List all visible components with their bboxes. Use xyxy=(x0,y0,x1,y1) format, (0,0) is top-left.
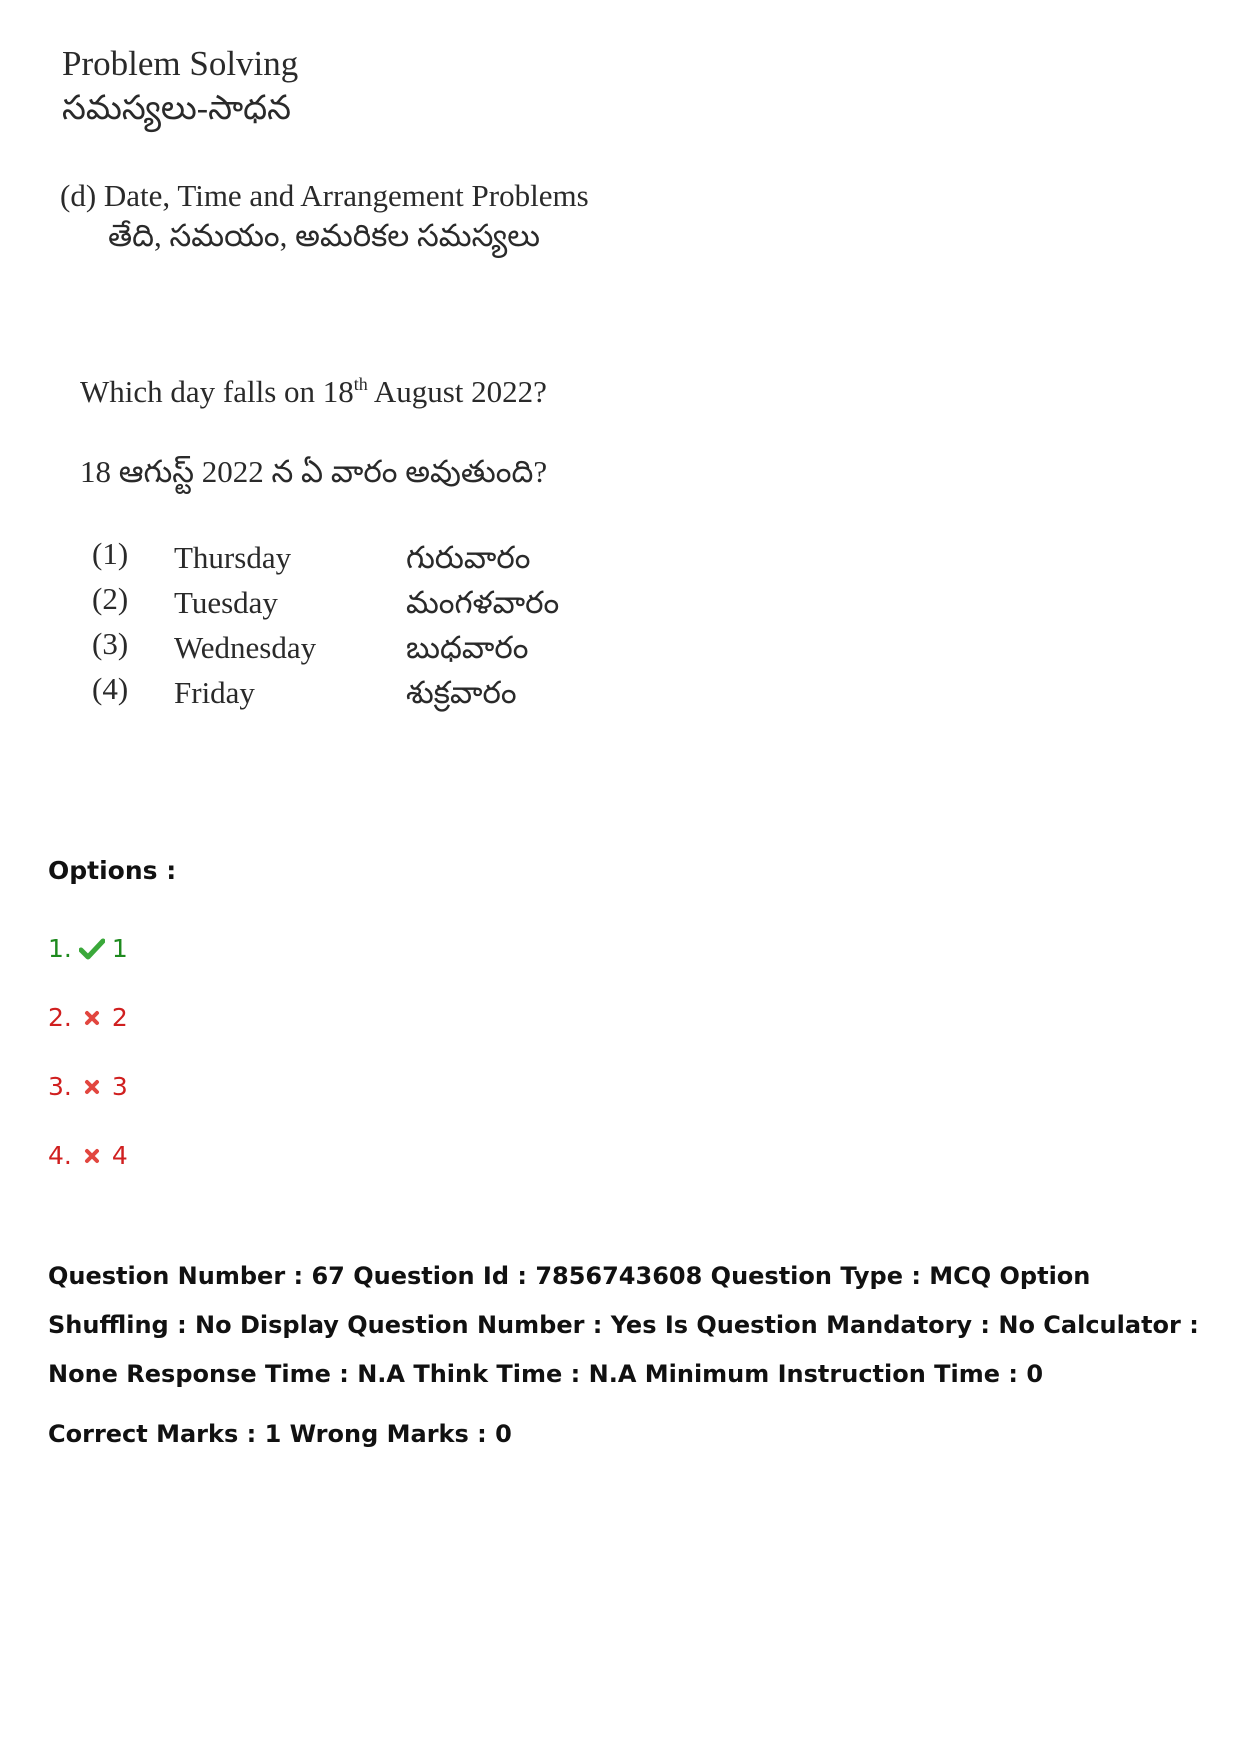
question-text-part: August 2022? xyxy=(367,374,547,409)
option-item-1 xyxy=(48,934,128,963)
option-index: 4. xyxy=(48,1141,72,1170)
option-value: 2 xyxy=(111,1003,128,1032)
choice-telugu: గురువారం xyxy=(406,540,531,575)
section-title-english: Problem Solving xyxy=(62,44,299,83)
marks-info: Correct Marks : 1 Wrong Marks : 0 xyxy=(48,1420,512,1448)
topic-title-telugu: తేది, సమయం, అమరికల సమస్యలు xyxy=(108,218,540,253)
choice-number: (3) xyxy=(92,626,129,661)
question-text-english xyxy=(80,374,547,410)
choice-telugu: మంగళవారం xyxy=(406,585,560,620)
option-item-2 xyxy=(48,1003,128,1032)
question-metadata: Question Number : 67 Question Id : 7856743608 Question Type : MCQ Option Shuffling : No Display Question Number : Yes Is Question Mandatory : No Calculator : None Response Time : N.A Think Time : N.A Minimum Instruction Time : 0 xyxy=(48,1262,1199,1388)
topic-title-english: (d) Date, Time and Arrangement Problems xyxy=(60,178,589,213)
options-heading: Options : xyxy=(48,856,177,885)
option-value: 3 xyxy=(111,1072,128,1101)
choice-english: Tuesday xyxy=(174,585,278,620)
choice-english: Friday xyxy=(174,675,255,710)
choice-english: Wednesday xyxy=(174,630,317,665)
cross-icon xyxy=(78,1073,106,1101)
option-value: 4 xyxy=(111,1141,128,1170)
choice-number: (4) xyxy=(92,671,129,706)
question-text-telugu: 18 ఆగుస్ట్ 2022 న ఏ వారం అవుతుంది? xyxy=(80,454,548,489)
section-title-telugu: సమస్యలు-సాధన xyxy=(62,90,292,127)
choice-number: (2) xyxy=(92,581,129,616)
option-value: 1 xyxy=(111,934,128,963)
option-item-4 xyxy=(48,1141,128,1170)
choice-number: (1) xyxy=(92,536,129,571)
choice-telugu: బుధవారం xyxy=(406,630,529,665)
option-index: 1. xyxy=(48,934,72,963)
choice-english: Thursday xyxy=(174,540,292,575)
check-icon xyxy=(78,935,106,963)
option-index: 2. xyxy=(48,1003,72,1032)
choice-telugu: శుక్రవారం xyxy=(406,675,517,710)
cross-icon xyxy=(78,1004,106,1032)
cross-icon xyxy=(78,1142,106,1170)
ordinal-suffix: th xyxy=(353,374,368,394)
option-index: 3. xyxy=(48,1072,72,1101)
question-text-part: Which day falls on 18 xyxy=(80,374,354,409)
option-item-3 xyxy=(48,1072,128,1101)
